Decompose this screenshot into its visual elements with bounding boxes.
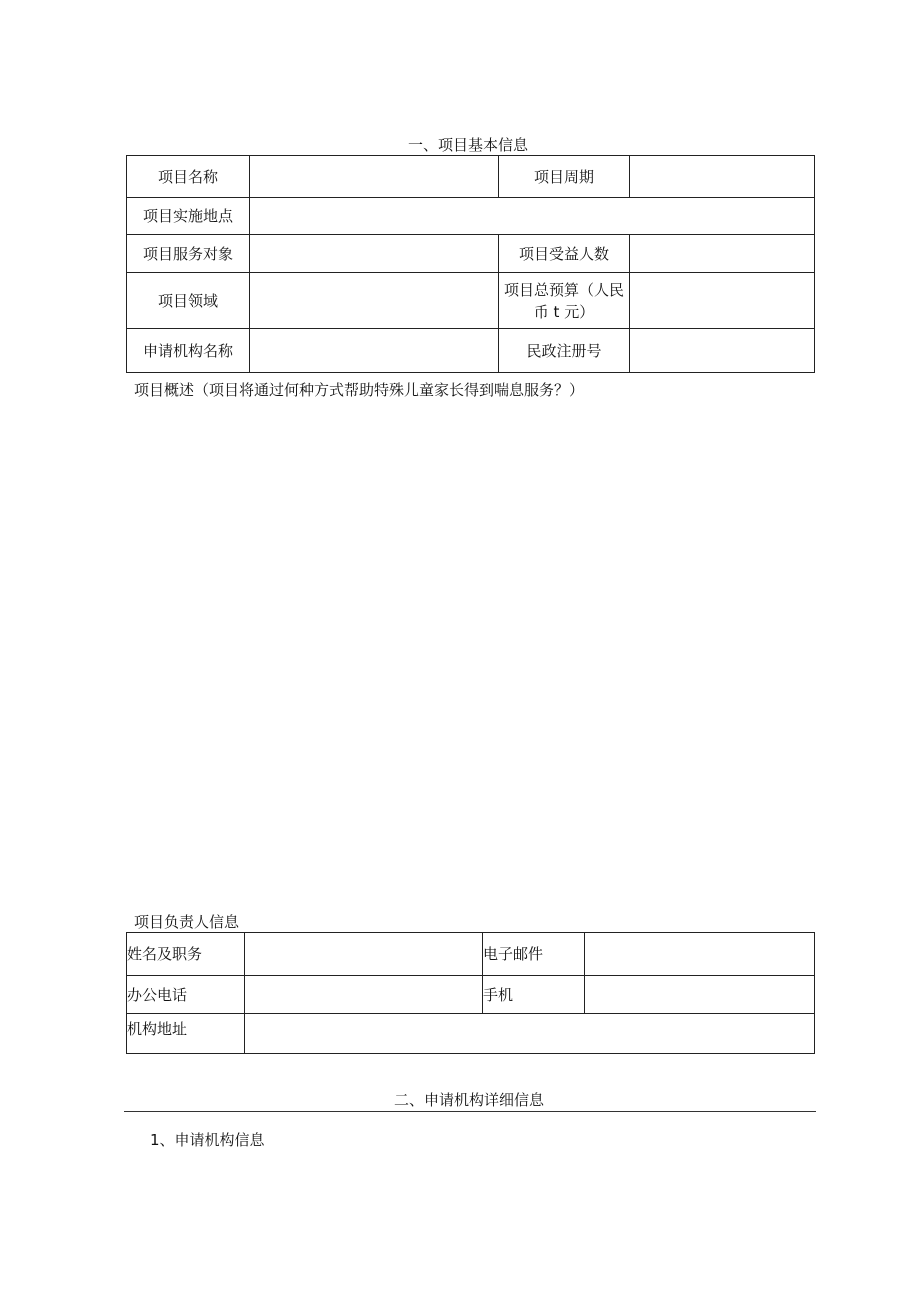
table-row	[127, 273, 815, 329]
name-position-label: 姓名及职务	[127, 933, 245, 976]
subsection-1-title: 1、申请机构信息	[150, 1131, 265, 1149]
table-row	[127, 1014, 815, 1054]
applicant-org-field[interactable]	[250, 329, 499, 373]
org-address-label: 机构地址	[127, 1014, 245, 1054]
table-row	[127, 235, 815, 273]
section-2-title: 二、申请机构详细信息	[394, 1091, 545, 1109]
service-target-field[interactable]	[250, 235, 499, 273]
mobile-label: 手机	[483, 976, 585, 1014]
leader-info-title: 项目负责人信息	[134, 913, 240, 931]
section-1-title: 一、项目基本信息	[408, 136, 529, 154]
civil-affairs-reg-label: 民政注册号	[499, 329, 630, 373]
table-row	[127, 198, 815, 235]
beneficiaries-field[interactable]	[630, 235, 815, 273]
project-location-field[interactable]	[250, 198, 815, 235]
email-field[interactable]	[585, 933, 815, 976]
section-2-divider	[124, 1111, 816, 1112]
project-field-label: 项目领域	[127, 273, 250, 329]
total-budget-field[interactable]	[630, 273, 815, 329]
table-row	[127, 933, 815, 976]
project-overview-label: 项目概述（项目将通过何种方式帮助特殊儿童家长得到喘息服务？）	[134, 381, 585, 399]
office-phone-field[interactable]	[245, 976, 483, 1014]
service-target-label: 项目服务对象	[127, 235, 250, 273]
table-row	[127, 329, 815, 373]
table-row	[127, 156, 815, 198]
leader-info-table	[126, 932, 815, 1054]
project-period-field[interactable]	[630, 156, 815, 198]
total-budget-label-line-2: 币 t 元）	[533, 302, 595, 321]
project-location-label: 项目实施地点	[127, 198, 250, 235]
basic-info-table	[126, 155, 815, 373]
total-budget-label	[499, 273, 630, 329]
project-name-label: 项目名称	[127, 156, 250, 198]
project-field-field[interactable]	[250, 273, 499, 329]
table-row	[127, 976, 815, 1014]
name-position-field[interactable]	[245, 933, 483, 976]
mobile-field[interactable]	[585, 976, 815, 1014]
project-name-field[interactable]	[250, 156, 499, 198]
civil-affairs-reg-field[interactable]	[630, 329, 815, 373]
project-overview-content[interactable]	[134, 404, 814, 904]
project-period-label: 项目周期	[499, 156, 630, 198]
beneficiaries-label: 项目受益人数	[499, 235, 630, 273]
email-label: 电子邮件	[483, 933, 585, 976]
applicant-org-label: 申请机构名称	[127, 329, 250, 373]
total-budget-label-line-1: 项目总预算（人民	[503, 280, 624, 299]
org-address-field[interactable]	[245, 1014, 815, 1054]
office-phone-label: 办公电话	[127, 976, 245, 1014]
